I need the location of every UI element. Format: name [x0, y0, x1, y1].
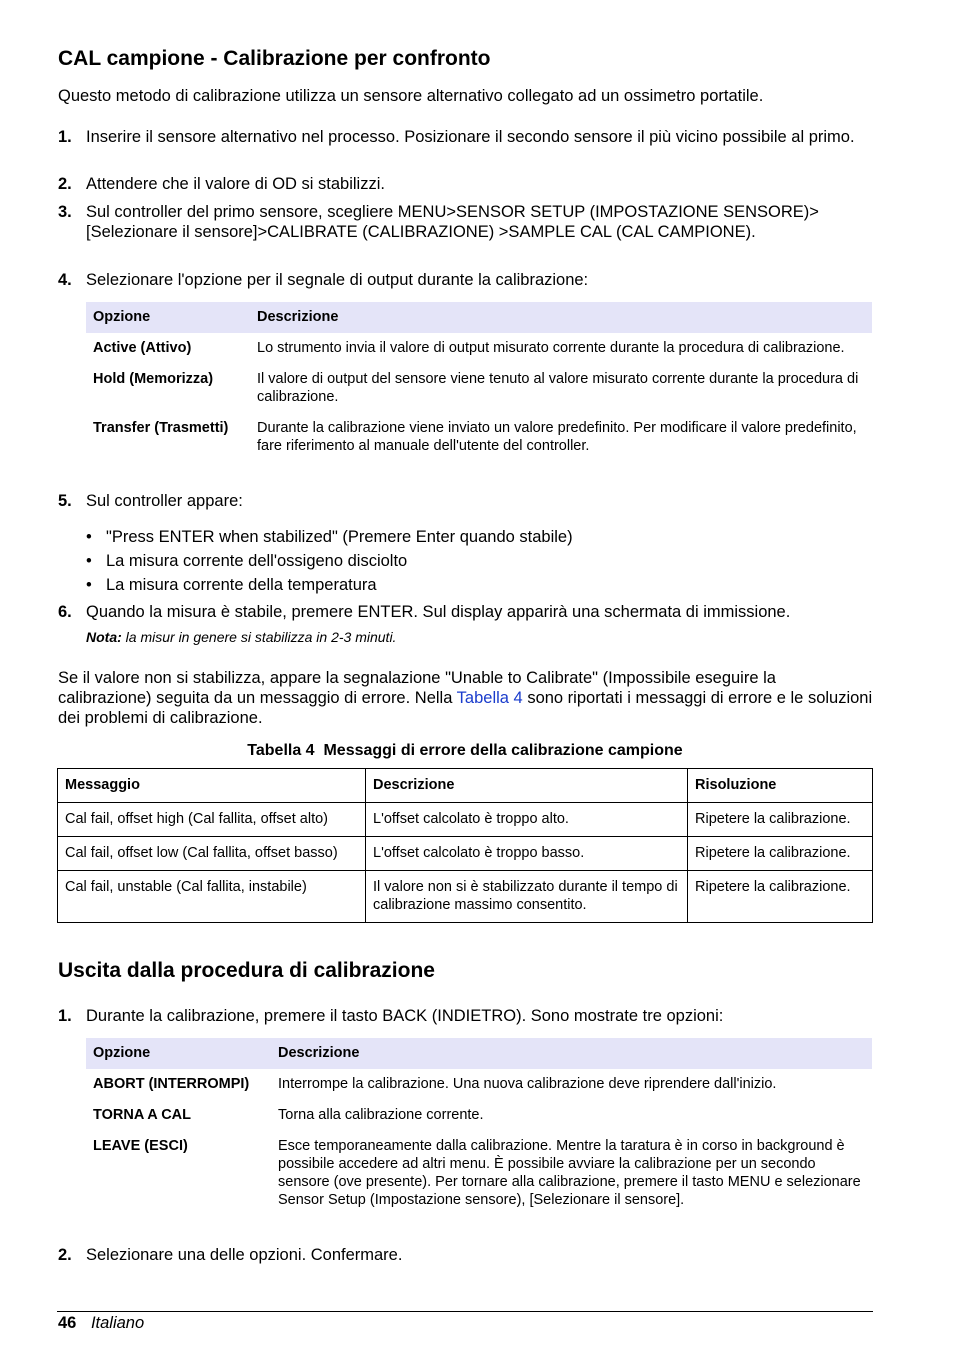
step-number: 2. — [58, 175, 72, 193]
option-name: LEAVE (ESCI) — [93, 1138, 188, 1154]
table-row — [86, 413, 872, 462]
table-row — [86, 1100, 872, 1131]
table-row — [86, 1131, 872, 1216]
error-messages-table — [57, 768, 873, 923]
bullet-text: La misura corrente dell'ossigeno disciolto — [106, 552, 408, 570]
step-2 — [58, 1245, 873, 1265]
table-4-link[interactable]: Tabella 4 — [456, 689, 523, 707]
bullet-icon: • — [86, 528, 92, 546]
step-text: Sul controller del primo sensore, scegliere MENU>SENSOR SETUP (IMPOSTAZIONE SENSORE)>[Selezionare il sensore]>CALIBRATE (CALIBRAZIONE) >SAMPLE CAL (CAL CAMPIONE). — [86, 203, 819, 241]
column-header: Risoluzione — [688, 769, 873, 803]
step-text: Inserire il sensore alternativo nel processo. Posizionare il secondo sensore il più vicino possibile al primo. — [86, 128, 855, 146]
error-resolution: Ripetere la calibrazione. — [688, 803, 873, 837]
note-label: Nota: — [86, 629, 122, 645]
table-header-row — [86, 1038, 872, 1069]
step-text: Sul controller appare: — [86, 492, 243, 510]
step-number: 2. — [58, 1246, 72, 1264]
step-number: 6. — [58, 603, 72, 621]
column-header: Messaggio — [58, 769, 366, 803]
option-name: Transfer (Trasmetti) — [93, 420, 229, 436]
column-header: Descrizione — [250, 302, 872, 333]
unable-to-calibrate-paragraph — [58, 668, 873, 728]
table-caption: Tabella 4 Messaggi di errore della calibrazione campione — [247, 742, 683, 759]
step-number: 3. — [58, 203, 72, 221]
option-description: Esce temporaneamente dalla calibrazione. Mentre la taratura è in corso in background è possibile accedere ad altri menu. È possibile avviare la calibrazione per un secondo sensore (ove presente). Per tornare alla calibrazione, premere il tasto MENU e selezionare Sensor Setup (Impostazione sensore), [Selezionare il sensore]. — [278, 1138, 861, 1208]
option-name: TORNA A CAL — [93, 1107, 192, 1123]
column-header: Descrizione — [366, 769, 688, 803]
error-message: Cal fail, offset high (Cal fallita, offset alto) — [58, 803, 366, 837]
step-text: Selezionare una delle opzioni. Confermare. — [86, 1246, 403, 1264]
bullet-text: La misura corrente della temperatura — [106, 576, 377, 594]
table-header-row — [58, 769, 873, 803]
column-header: Opzione — [86, 1038, 271, 1069]
table-row — [86, 1069, 872, 1100]
step-number: 1. — [58, 128, 72, 146]
bullet-icon: • — [86, 576, 92, 594]
error-description: Il valore non si è stabilizzato durante il tempo di calibrazione massimo consentito. — [366, 871, 688, 923]
option-description: Durante la calibrazione viene inviato un valore predefinito. Per modificare il valore predefinito, fare riferimento al manuale dell'utente del controller. — [257, 420, 857, 454]
step-text: Quando la misura è stabile, premere ENTER. Sul display apparirà una schermata di immissione. — [86, 603, 791, 621]
column-header: Descrizione — [271, 1038, 872, 1069]
step-text: Selezionare l'opzione per il segnale di output durante la calibrazione: — [86, 271, 589, 289]
bullet-icon: • — [86, 552, 92, 570]
step-text: Attendere che il valore di OD si stabilizzi. — [86, 175, 385, 193]
paragraph-text: sono riportati i messaggi di errore e le soluzioni dei problemi di calibrazione. — [58, 689, 873, 727]
table-row — [58, 837, 873, 871]
column-header: Opzione — [86, 302, 250, 333]
error-description: L'offset calcolato è troppo basso. — [366, 837, 688, 871]
step-4 — [58, 270, 873, 290]
error-resolution: Ripetere la calibrazione. — [688, 871, 873, 923]
option-description: Interrompe la calibrazione. Una nuova calibrazione deve riprendere dall'inizio. — [278, 1076, 777, 1092]
step-1 — [58, 1006, 873, 1026]
step-text: Durante la calibrazione, premere il tasto BACK (INDIETRO). Sono mostrate tre opzioni: — [86, 1007, 724, 1025]
table-row — [86, 364, 872, 413]
back-option-table — [86, 1038, 872, 1216]
table-header-row — [86, 302, 872, 333]
error-message: Cal fail, offset low (Cal fallita, offset basso) — [58, 837, 366, 871]
footer — [58, 1313, 144, 1333]
option-description: Torna alla calibrazione corrente. — [278, 1107, 484, 1123]
step-3 — [58, 202, 873, 242]
bullet-text: "Press ENTER when stabilized" (Premere Enter quando stabile) — [106, 528, 573, 546]
option-description: Il valore di output del sensore viene tenuto al valore misurato corrente durante la procedura di calibrazione. — [257, 371, 859, 405]
section-title-uscita: Uscita dalla procedura di calibrazione — [58, 959, 435, 982]
error-message: Cal fail, unstable (Cal fallita, instabile) — [58, 871, 366, 923]
step-5 — [58, 491, 873, 511]
note — [86, 628, 396, 646]
table-row — [86, 333, 872, 364]
bullet-item — [86, 551, 407, 571]
option-name: ABORT (INTERROMPI) — [93, 1076, 250, 1092]
option-description: Lo strumento invia il valore di output misurato corrente durante la procedura di calibrazione. — [257, 340, 845, 356]
page-number: 46 — [58, 1314, 77, 1332]
step-2 — [58, 174, 873, 194]
footer-divider — [57, 1311, 873, 1312]
bullet-item — [86, 527, 573, 547]
bullet-item — [86, 575, 377, 595]
note-text: la misur in genere si stabilizza in 2-3 minuti. — [121, 629, 397, 645]
table-row — [58, 871, 873, 923]
step-number: 4. — [58, 271, 72, 289]
step-number: 1. — [58, 1007, 72, 1025]
option-name: Hold (Memorizza) — [93, 371, 214, 387]
section-title-cal-campione: CAL campione - Calibrazione per confronto — [58, 47, 491, 70]
step-1 — [58, 127, 873, 147]
error-description: L'offset calcolato è troppo alto. — [366, 803, 688, 837]
step-number: 5. — [58, 492, 72, 510]
footer-language: Italiano — [90, 1314, 145, 1332]
step-6 — [58, 602, 873, 622]
error-resolution: Ripetere la calibrazione. — [688, 837, 873, 871]
option-name: Active (Attivo) — [93, 340, 192, 356]
output-option-table — [86, 302, 872, 462]
table-row — [58, 803, 873, 837]
intro-paragraph: Questo metodo di calibrazione utilizza un sensore alternativo collegato ad un ossimetro portatile. — [58, 87, 764, 105]
paragraph-text: Se il valore non si stabilizza, appare la segnalazione "Unable to Calibrate" (Impossibile eseguire la calibrazione) seguita da un messaggio di errore. Nella — [58, 669, 776, 707]
